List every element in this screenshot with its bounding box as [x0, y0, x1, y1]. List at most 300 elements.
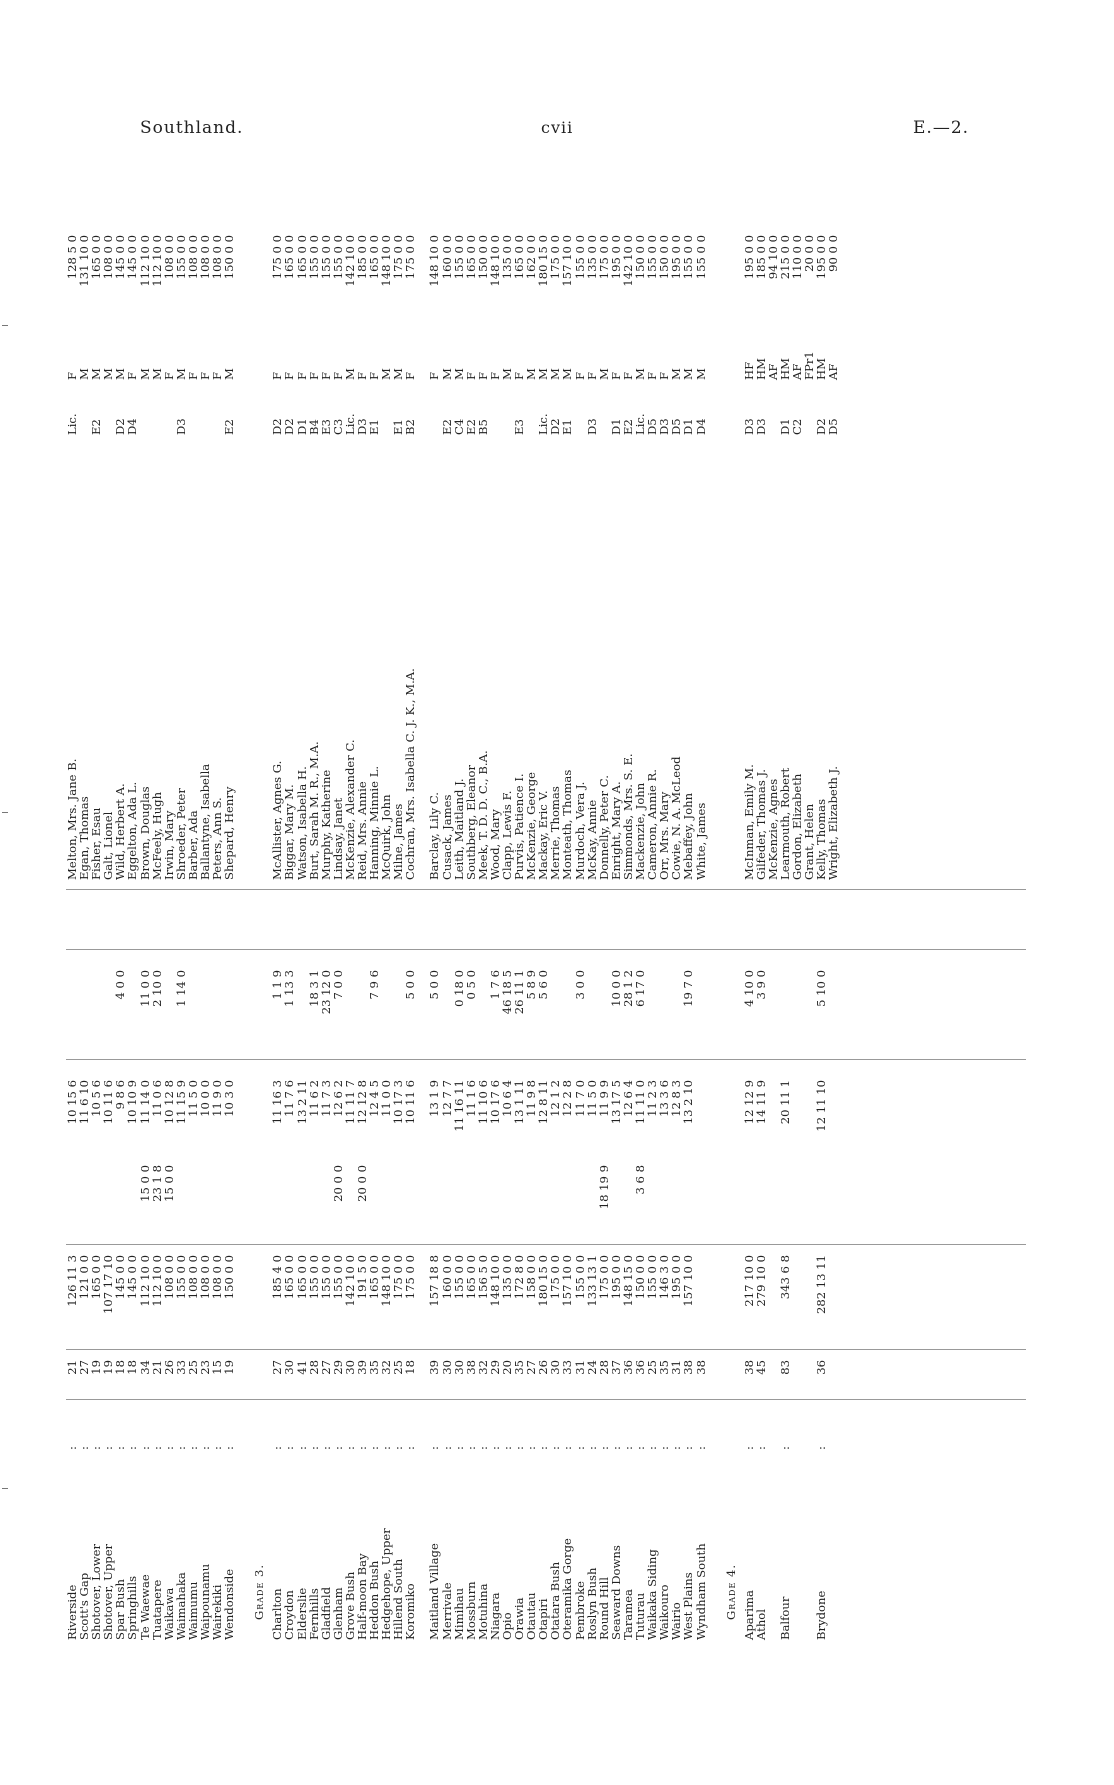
cell-teacher: Donnelly, Peter C.: [596, 775, 611, 880]
cell-salary: 343 6 8: [777, 1255, 792, 1300]
cell-allow: [102, 1165, 114, 1235]
cell-cert: E3: [318, 419, 333, 435]
cell-school: Otautau: [524, 1592, 539, 1640]
cell-dots: :: [149, 1446, 164, 1450]
cell-cert: B5: [475, 419, 490, 435]
cell-salary: [695, 1255, 707, 1340]
cell-cert: D3: [173, 418, 188, 435]
cell-dots: :: [294, 1446, 309, 1450]
cell-pay: 185 0 0: [354, 235, 369, 280]
cell-salary: 155 0 0: [451, 1255, 466, 1300]
cell-teacher: Wright, Elizabeth J.: [826, 766, 841, 880]
column-allow: [66, 1165, 1026, 1235]
cell-allow: [489, 1165, 501, 1235]
cell-pay: 195 0 0: [608, 235, 623, 280]
cell-salary: [791, 1255, 803, 1340]
cell-salary: 175 0 0: [403, 1255, 418, 1300]
cell-dots: :: [65, 1446, 79, 1450]
section-gap: [707, 235, 719, 320]
cell-school: Waimahaka: [173, 1572, 188, 1640]
cell-extra: [791, 970, 803, 1040]
cell-roll: 35: [512, 1360, 527, 1375]
cell-pay: 148 10 0: [427, 235, 442, 287]
cell-extra: [90, 970, 102, 1040]
cell-num: 10 10 9: [125, 1080, 140, 1125]
cell-roll: 36: [620, 1360, 635, 1375]
cell-school: Shotover, Upper: [101, 1543, 116, 1640]
cell-sex: F: [367, 371, 382, 380]
cell-pay: 185 0 0: [753, 235, 768, 280]
section-gap: [235, 340, 247, 380]
cell-allow: [477, 1165, 489, 1235]
cell-sex: F: [185, 371, 200, 380]
cell-teacher: Simmonds, Mrs. S. E.: [620, 753, 635, 880]
cell-school: Aparima: [741, 1590, 756, 1640]
cell-pay: 165 0 0: [89, 235, 104, 280]
cell-pay: 165 0 0: [294, 235, 309, 280]
cell-roll: 18: [113, 1360, 128, 1375]
cell-pay: 142 10 0: [620, 235, 635, 287]
cell-allow: [791, 1165, 803, 1235]
cell-school: Orawia: [512, 1597, 527, 1640]
cell-salary: 135 0 0: [500, 1255, 514, 1300]
cell-roll: 33: [173, 1360, 188, 1375]
cell-salary: 112 10 0: [149, 1255, 164, 1307]
cell-num: 9 8 6: [113, 1080, 128, 1110]
cell-salary: 157 10 0: [560, 1255, 575, 1307]
cell-dots: :: [753, 1446, 768, 1450]
cell-allow: [368, 1165, 380, 1235]
cell-cert: D5: [645, 418, 660, 435]
cell-salary: 112 10 0: [137, 1255, 152, 1307]
cell-roll: 30: [282, 1360, 297, 1375]
cell-cert: D1: [681, 418, 696, 435]
cell-num: 10 0 0: [198, 1080, 213, 1117]
cell-num: 12 7 7: [439, 1080, 454, 1117]
cell-num: 13 1 11: [512, 1080, 527, 1125]
column-teacher: [66, 440, 1026, 880]
cell-sex: M: [693, 368, 708, 380]
cell-roll: 25: [645, 1360, 660, 1375]
cell-num: 11 9 0: [210, 1080, 225, 1117]
cell-dots: :: [306, 1446, 321, 1450]
section-gap: [707, 1360, 719, 1390]
cell-salary: 282 13 11: [814, 1255, 829, 1315]
column-salary: [66, 1255, 1026, 1340]
cell-num: 12 6 2: [330, 1080, 345, 1117]
column-cert: [66, 395, 1026, 435]
cell-pay: 150 0 0: [657, 235, 672, 280]
grade-heading-spacer: [247, 340, 271, 380]
cell-dots: :: [282, 1446, 297, 1450]
grade-heading-spacer: [719, 1410, 743, 1450]
column-pay: [66, 235, 1026, 320]
cell-school: [791, 1450, 803, 1640]
section-gap: [416, 1410, 428, 1450]
cell-roll: 38: [741, 1360, 756, 1375]
cell-pay: 155 0 0: [318, 235, 333, 280]
cell-allow: [755, 1165, 767, 1235]
cell-num: 10 17 3: [391, 1080, 406, 1125]
cell-num: 11 7 0: [572, 1080, 587, 1117]
section-gap: [707, 440, 719, 880]
cell-cert: E1: [367, 419, 382, 435]
header-left: Southland.: [140, 118, 244, 138]
cell-allow: [827, 1165, 839, 1235]
margin-mark: [2, 812, 8, 813]
cell-allow: [513, 1165, 525, 1235]
cell-pay: 155 0 0: [693, 235, 708, 280]
cell-num: 13 3 6: [657, 1080, 672, 1117]
cell-allow: [296, 1165, 308, 1235]
section-gap: [235, 1450, 247, 1640]
cell-num: 11 9 9: [596, 1080, 611, 1117]
cell-allow: [815, 1165, 827, 1235]
cell-pay: 175 0 0: [403, 235, 418, 280]
cell-cert: D5: [669, 418, 684, 435]
cell-extra: [561, 970, 573, 1040]
cell-cert: D2: [548, 418, 563, 435]
rotated-table: [66, 180, 1026, 1640]
cell-extra: 11 0 0: [137, 970, 152, 1007]
cell-extra: [344, 970, 356, 1040]
column-rule: [66, 1399, 1026, 1400]
cell-roll: 39: [427, 1360, 442, 1375]
cell-dots: :: [439, 1446, 454, 1450]
cell-extra: 2 10 0: [149, 970, 164, 1007]
cell-teacher: McKenzie, Alexander C.: [342, 739, 357, 880]
cell-teacher: Mebaffey, John: [681, 792, 696, 880]
cell-num: 11 9 8: [524, 1080, 539, 1117]
cell-dots: :: [475, 1446, 490, 1450]
section-gap: [416, 395, 428, 435]
cell-extra: [78, 970, 90, 1040]
cell-roll: 34: [137, 1360, 152, 1375]
grade-heading-spacer: [247, 1410, 271, 1450]
cell-cert: [139, 395, 151, 435]
cell-dots: :: [403, 1446, 418, 1450]
cell-school: Scott's Gap: [77, 1572, 92, 1640]
cell-roll: 33: [560, 1360, 575, 1375]
cell-sex: M: [391, 368, 406, 380]
cell-allow: [223, 1165, 235, 1235]
cell-cert: D1: [608, 418, 623, 435]
cell-extra: 7 9 6: [367, 970, 382, 1000]
cell-extra: [827, 970, 839, 1040]
cell-roll: 36: [814, 1360, 829, 1375]
cell-cert: D1: [294, 418, 309, 435]
cell-num: 12 4 5: [367, 1080, 382, 1117]
cell-extra: 10 0 0: [608, 970, 623, 1007]
cell-roll: 27: [524, 1360, 539, 1375]
cell-salary: 195 0 0: [608, 1255, 623, 1300]
cell-num: 11 6 2: [306, 1080, 321, 1117]
cell-teacher: Gordon, Elizabeth: [789, 773, 804, 880]
cell-dots: :: [270, 1446, 285, 1450]
cell-teacher: Southberg, Eleanor: [463, 764, 478, 880]
section-gap: [707, 1410, 719, 1450]
section-gap: [707, 1450, 719, 1640]
cell-cert: D2: [282, 418, 297, 435]
cell-num: 10 11 6: [101, 1080, 116, 1125]
cell-num: 11 0 6: [149, 1080, 164, 1117]
cell-pay: 155 0 0: [645, 235, 660, 280]
cell-roll: 28: [596, 1360, 611, 1375]
cell-pay: 148 10 0: [487, 235, 502, 287]
cell-school: Niagara: [487, 1592, 502, 1640]
cell-cert: B4: [306, 419, 321, 435]
cell-num: 20 11 1: [777, 1080, 792, 1125]
section-gap: [235, 1410, 247, 1450]
cell-salary: 108 0 0: [161, 1255, 176, 1300]
cell-extra: 1 7 6: [487, 970, 502, 1000]
cell-pay: 108 0 0: [198, 235, 213, 280]
cell-roll: 37: [608, 1360, 623, 1375]
grade-heading-spacer: [719, 1360, 743, 1390]
cell-salary: 142 10 0: [342, 1255, 357, 1307]
cell-dots: :: [560, 1446, 575, 1450]
column-school: [66, 1450, 1026, 1640]
cell-roll: 20: [500, 1360, 514, 1375]
cell-dots: :: [524, 1446, 539, 1450]
cell-cert: D2: [814, 418, 829, 435]
cell-sex: M: [500, 368, 514, 380]
cell-salary: 108 0 0: [185, 1255, 200, 1300]
cell-allow: [271, 1165, 283, 1235]
cell-teacher: Wild, Herbert A.: [113, 783, 128, 880]
cell-allow: [743, 1165, 755, 1235]
cell-pay: 90 0 0: [826, 235, 841, 272]
section-gap: [235, 1080, 247, 1150]
cell-roll: 35: [657, 1360, 672, 1375]
cell-school: Merrivale: [439, 1582, 454, 1640]
cell-num: 11 16 3: [270, 1080, 285, 1125]
cell-roll: 31: [669, 1360, 684, 1375]
cell-school: Roslyn Bush: [584, 1567, 599, 1640]
cell-teacher: Biggar, Mary M.: [282, 784, 297, 880]
cell-num: 10 17 6: [487, 1080, 502, 1125]
cell-extra: [767, 970, 779, 1040]
cell-sex: M: [681, 368, 696, 380]
cell-extra: [441, 970, 453, 1040]
cell-salary: 165 0 0: [463, 1255, 478, 1300]
cell-cert: [187, 395, 199, 435]
cell-salary: 148 10 0: [379, 1255, 394, 1307]
cell-pay: 195 0 0: [814, 235, 829, 280]
cell-salary: 157 18 8: [427, 1255, 442, 1307]
cell-extra: 3 0 0: [572, 970, 587, 1000]
cell-dots: :: [777, 1446, 792, 1450]
cell-allow: [670, 1165, 682, 1235]
cell-teacher: Gilfeder, Thomas J.: [753, 769, 768, 880]
cell-pay: 108 0 0: [161, 235, 176, 280]
cell-num: 13 17 5: [608, 1080, 623, 1125]
cell-sex: M: [439, 368, 454, 380]
cell-extra: 1 1 9: [270, 970, 285, 1000]
cell-teacher: Egan, Thomas: [77, 796, 92, 880]
section-gap: [707, 970, 719, 1040]
cell-teacher: Peters, Ann S.: [210, 797, 225, 880]
cell-teacher: Meek, T. D. D. C., B.A.: [475, 750, 490, 880]
cell-roll: 19: [101, 1360, 116, 1375]
cell-pay: 128 5 0: [65, 235, 79, 280]
cell-allow: [586, 1165, 598, 1235]
cell-cert: D3: [741, 418, 756, 435]
cell-num: [695, 1080, 707, 1150]
cell-num: 13 2 10: [681, 1080, 696, 1125]
cell-school: Oteramika Gorge: [560, 1538, 575, 1640]
cell-allow: [175, 1165, 187, 1235]
cell-sex: M: [451, 368, 466, 380]
cell-allow: 20 0 0: [354, 1165, 369, 1202]
cell-dots: :: [645, 1446, 660, 1450]
cell-roll: 30: [451, 1360, 466, 1375]
cell-dots: :: [222, 1446, 237, 1450]
cell-cert: D5: [826, 418, 841, 435]
cell-cert: E2: [620, 419, 635, 435]
cell-sex: FPr1: [802, 351, 817, 380]
cell-extra: 5 10 0: [814, 970, 829, 1007]
cell-allow: 15 0 0: [137, 1165, 152, 1202]
cell-num: 13 1 9: [427, 1080, 442, 1117]
cell-allow: [525, 1165, 537, 1235]
cell-pay: 145 0 0: [125, 235, 140, 280]
cell-teacher: Orr, Mrs. Mary: [657, 791, 672, 880]
cell-salary: 175 0 0: [596, 1255, 611, 1300]
section-gap: [707, 1165, 719, 1235]
cell-school: Waikawa: [161, 1587, 176, 1640]
cell-dots: :: [113, 1446, 128, 1450]
page-number: cvii: [541, 118, 574, 137]
column-rule: [66, 949, 1026, 950]
section-gap: [235, 1255, 247, 1340]
cell-sex: M: [113, 368, 128, 380]
cell-school: Hillend South: [391, 1558, 406, 1640]
cell-sex: F: [210, 371, 225, 380]
cell-roll: 27: [77, 1360, 92, 1375]
cell-sex: F: [161, 371, 176, 380]
column-num: [66, 1080, 1026, 1150]
cell-sex: M: [222, 368, 237, 380]
cell-extra: 0 5 0: [463, 970, 478, 1000]
cell-allow: [465, 1165, 477, 1235]
cell-school: Otapiri: [536, 1598, 551, 1640]
cell-teacher: Merrie, Thomas: [548, 786, 563, 880]
margin-mark: [2, 325, 8, 326]
cell-school: Glenham: [330, 1587, 345, 1640]
cell-roll: [827, 1360, 839, 1390]
cell-roll: 38: [681, 1360, 696, 1375]
cell-allow: [283, 1165, 295, 1235]
cell-dots: :: [379, 1446, 394, 1450]
grade-heading-spacer: [247, 440, 271, 880]
cell-dots: :: [548, 1446, 563, 1450]
cell-cert: C4: [451, 418, 466, 435]
cell-salary: 145 0 0: [125, 1255, 140, 1300]
cell-extra: 5 0 0: [403, 970, 418, 1000]
cell-pay: 180 15 0: [536, 235, 551, 287]
cell-num: 10 6 4: [500, 1080, 514, 1117]
cell-num: 11 5 0: [584, 1080, 599, 1117]
cell-roll: 21: [149, 1360, 164, 1375]
cell-school: Mossburn: [463, 1581, 478, 1640]
section-gap: [235, 440, 247, 880]
cell-dots: :: [318, 1446, 333, 1450]
cell-roll: 32: [475, 1360, 490, 1375]
cell-school: Wyndham South: [693, 1543, 708, 1640]
cell-pay: 112 10 0: [149, 235, 164, 287]
cell-dots: :: [89, 1446, 104, 1450]
cell-salary: 180 15 0: [536, 1255, 551, 1307]
cell-num: 10 11 6: [403, 1080, 418, 1125]
cell-teacher: McAllister, Agnes G.: [270, 760, 285, 880]
cell-teacher: Ballantyne, Isabella: [198, 763, 213, 880]
cell-roll: 28: [306, 1360, 321, 1375]
cell-cert: Lic.: [536, 413, 551, 435]
cell-cert: E1: [560, 419, 575, 435]
cell-cert: C3: [330, 418, 345, 435]
cell-salary: 160 0 0: [439, 1255, 454, 1300]
cell-roll: 18: [125, 1360, 140, 1375]
cell-teacher: McKenzie, Agnes: [765, 778, 780, 880]
cell-teacher: Murphy, Katherine: [318, 769, 333, 880]
cell-sex: M: [173, 368, 188, 380]
cell-extra: 4 10 0: [741, 970, 756, 1007]
cell-school: Mimihau: [451, 1587, 466, 1640]
cell-allow: 20 0 0: [330, 1165, 345, 1202]
cell-roll: 38: [463, 1360, 478, 1375]
cell-extra: 7 0 0: [330, 970, 345, 1000]
cell-cert: D4: [125, 418, 140, 435]
cell-extra: [779, 970, 791, 1040]
cell-dots: :: [77, 1446, 92, 1450]
cell-num: 11 10 6: [475, 1080, 490, 1125]
cell-salary: 155 0 0: [173, 1255, 188, 1300]
cell-allow: [441, 1165, 453, 1235]
cell-allow: [211, 1165, 223, 1235]
cell-sex: F: [463, 371, 478, 380]
cell-num: 11 1 6: [463, 1080, 478, 1117]
cell-school: Koromiko: [403, 1583, 418, 1640]
cell-teacher: Galt, Lionel: [101, 811, 116, 880]
cell-teacher: Murdoch, Vera J.: [572, 781, 587, 880]
cell-sex: F: [657, 371, 672, 380]
cell-sex: F: [270, 371, 285, 380]
cell-school: Balfour: [777, 1596, 792, 1640]
section-gap: [707, 340, 719, 380]
cell-roll: 24: [584, 1360, 599, 1375]
cell-num: 11 11 7: [342, 1080, 357, 1125]
cell-salary: 150 0 0: [633, 1255, 648, 1300]
column-rule: [66, 1059, 1026, 1060]
cell-school: Elderslie: [294, 1587, 309, 1640]
cell-salary: 155 0 0: [306, 1255, 321, 1300]
cell-allow: [561, 1165, 573, 1235]
cell-pay: 165 0 0: [512, 235, 527, 280]
cell-school: Athol: [753, 1609, 768, 1640]
cell-salary: 146 3 0: [657, 1255, 672, 1300]
cell-sex: M: [342, 368, 357, 380]
cell-pay: 155 0 0: [681, 235, 696, 280]
cell-teacher: Milne, James: [391, 803, 406, 880]
cell-extra: 23 12 0: [318, 970, 333, 1015]
cell-school: Wendonside: [222, 1568, 237, 1640]
cell-pay: 135 0 0: [584, 235, 599, 280]
cell-allow: [549, 1165, 561, 1235]
cell-dots: :: [536, 1446, 551, 1450]
cell-school: Half-moon Bay: [354, 1553, 369, 1640]
cell-extra: [549, 970, 561, 1040]
